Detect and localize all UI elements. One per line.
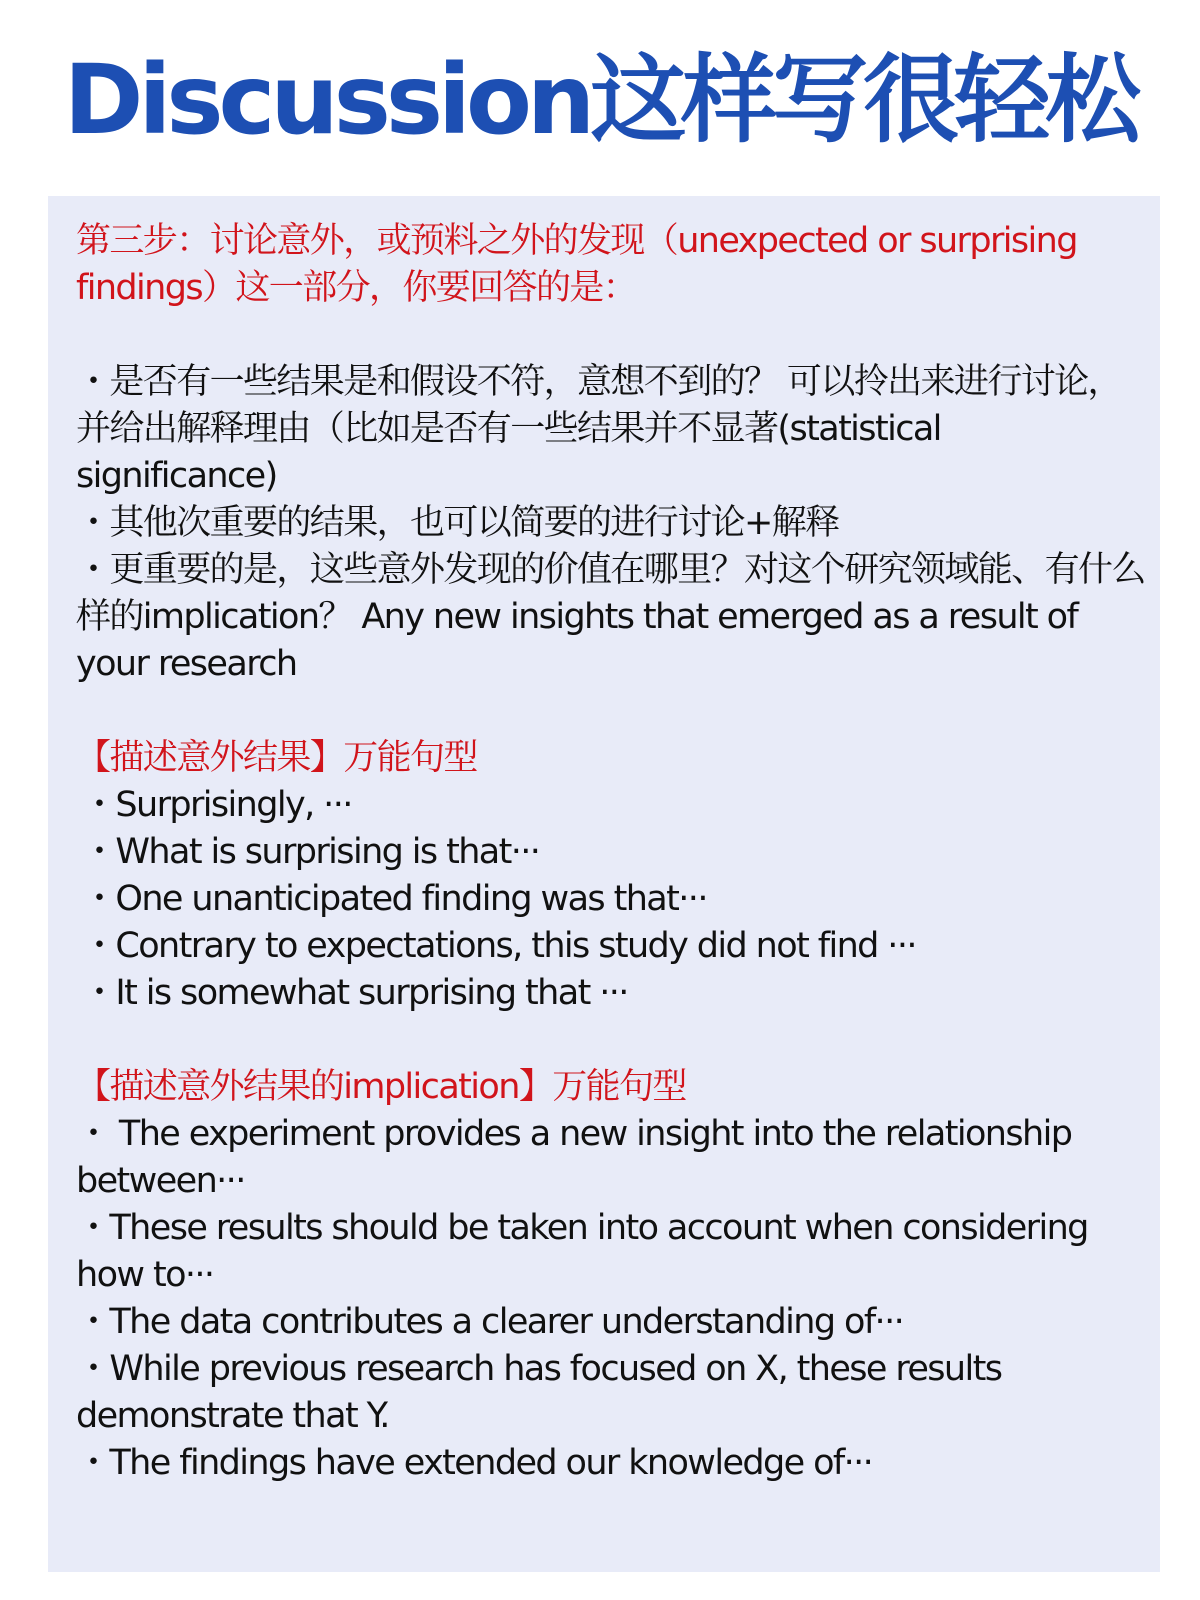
phrase-item: ・The findings have extended our knowledge of··· bbox=[76, 1443, 873, 1483]
phrase-item: ・It is somewhat surprising that ··· bbox=[82, 973, 628, 1013]
intro-point: ・更重要的是，这些意外发现的价值在哪里？对这个研究领域能、有什么样的implication？ Any new insights that emerged as a result of your research bbox=[76, 550, 1145, 684]
content-panel bbox=[48, 196, 1160, 1572]
spacer bbox=[76, 312, 1146, 359]
phrase-item: ・These results should be taken into account when considering how to··· bbox=[76, 1208, 1088, 1295]
phrase-item: ・Contrary to expectations, this study did not find ··· bbox=[82, 926, 916, 966]
section-heading-implication: 【描述意外结果的implication】万能句型 bbox=[76, 1067, 686, 1107]
spacer bbox=[76, 688, 1146, 735]
intro-point: ・其他次重要的结果，也可以简要的进行讨论+解释 bbox=[76, 503, 839, 543]
content-body bbox=[76, 218, 1146, 1487]
spacer bbox=[76, 1017, 1146, 1064]
phrase-item: ・The data contributes a clearer understanding of··· bbox=[76, 1302, 904, 1342]
phrase-item: ・One unanticipated finding was that··· bbox=[82, 879, 707, 919]
intro-point: ・是否有一些结果是和假设不符，意想不到的？ 可以拎出来进行讨论，并给出解释理由（比如是否有一些结果并不显著(statistical significance) bbox=[76, 362, 1121, 496]
phrase-item: ・What is surprising is that··· bbox=[82, 832, 540, 872]
step-heading: 第三步：讨论意外，或预料之外的发现（unexpected or surprising findings）这一部分，你要回答的是： bbox=[76, 221, 1077, 308]
phrase-item: ・Surprisingly, ··· bbox=[82, 785, 352, 825]
phrase-item: ・While previous research has focused on X, these results demonstrate that Y. bbox=[76, 1349, 1002, 1436]
page-title: Discussion这样写很轻松 bbox=[63, 44, 1137, 156]
section-heading-unexpected: 【描述意外结果】万能句型 bbox=[76, 738, 477, 778]
phrase-item: ・ The experiment provides a new insight into the relationship between··· bbox=[76, 1114, 1072, 1201]
